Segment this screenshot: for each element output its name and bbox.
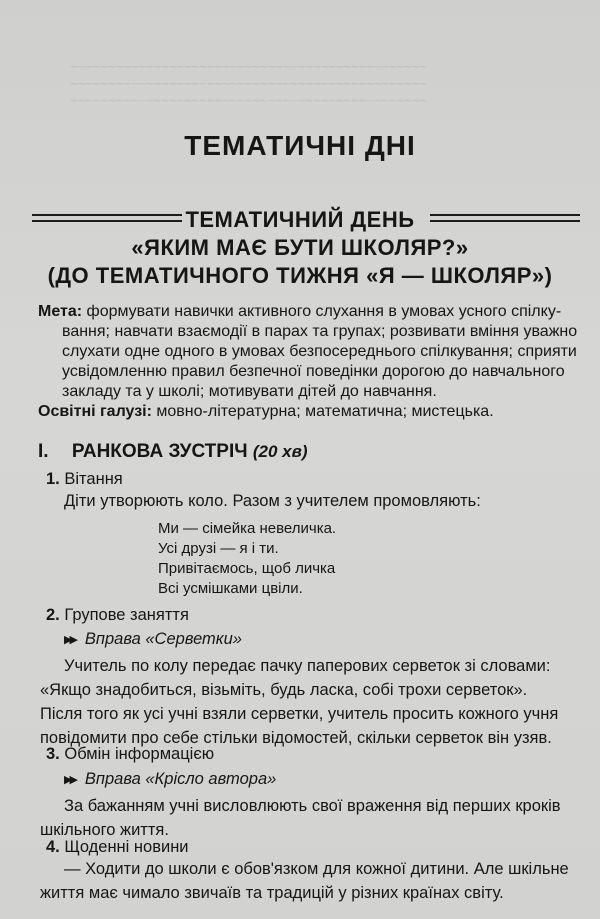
item-daily-news — [46, 838, 189, 857]
goal-paragraph — [38, 302, 588, 422]
exercise-author-chair-title: Вправа «Крісло автора» — [84, 770, 277, 788]
exercise-napkins-heading — [64, 630, 242, 649]
item-title: Щоденні новини — [64, 838, 189, 856]
news-line-1: — Ходити до школи є обов'язком для кожної дитини. Але шкільне — [64, 860, 569, 878]
napkins-line-3: Після того як усі учні взяли серветки, учитель просить кожного учня — [40, 705, 559, 723]
exercise-author-chair-heading — [64, 770, 276, 789]
goal-line-2: вання; навчати взаємодії в парах та групах; розвивати вміння уважно — [62, 323, 578, 340]
item-title: Обмін інформацією — [64, 745, 215, 763]
goal-line-5: закладу та у школі; мотивувати дітей до навчання. — [62, 383, 437, 400]
goal-line-1: формувати навички активного слухання в умовах усного спілку- — [82, 303, 562, 320]
lesson-title-line-2: «ЯКИМ МАЄ БУТИ ШКОЛЯР?» — [131, 235, 469, 260]
goal-line-3: слухати одне одного в умовах безпосереднього спілкування; сприяти — [62, 343, 577, 360]
greeting-poem — [158, 519, 336, 599]
napkins-line-2: «Якщо знадобиться, візьміть, будь ласка, собі трохи серветок». — [40, 681, 528, 699]
areas-text: мовно-літературна; математична; мистецька. — [151, 403, 494, 420]
item-number: 4. — [46, 838, 60, 856]
double-arrow-icon: ▶▶ — [64, 634, 75, 646]
poem-line-4: Всі усмішками цвіли. — [158, 580, 303, 597]
section-heading — [38, 441, 308, 463]
item-title: Вітання — [64, 470, 123, 488]
poem-line-2: Усі друзі — я і ти. — [158, 540, 279, 557]
poem-line-1: Ми — сімейка невеличка. — [158, 520, 337, 537]
section-title: ТЕМАТИЧНІ ДНІ — [184, 130, 416, 161]
exercise-author-chair-text — [40, 794, 590, 842]
greeting-intro: Діти утворюють коло. Разом з учителем промовляють: — [64, 492, 481, 510]
news-line-2: життя має чимало звичаїв та традицій у різних країнах світу. — [40, 884, 504, 902]
item-title: Групове заняття — [64, 606, 189, 624]
napkins-line-1: Учитель по колу передає пачку паперових серветок зі словами: — [64, 657, 551, 675]
author-chair-line-1: За бажанням учні висловлюють свої враження від перших кроків — [64, 797, 561, 815]
poem-line-3: Привітаємось, щоб личка — [158, 560, 336, 577]
item-group-activity — [46, 606, 189, 625]
daily-news-text — [40, 857, 590, 905]
lesson-title-line-1: ТЕМАТИЧНИЙ ДЕНЬ — [185, 207, 415, 232]
double-arrow-icon: ▶▶ — [64, 774, 75, 786]
napkins-line-4: повідомити про себе стільки відомостей, скільки серветок він узяв. — [40, 729, 552, 747]
exercise-napkins-text — [40, 654, 590, 750]
item-information-exchange — [46, 745, 214, 764]
item-number: 2. — [46, 606, 60, 624]
areas-label: Освітні галузі: — [38, 403, 152, 420]
goal-line-4: усвідомленню правил безпечної поведінки дорогою до навчального — [62, 363, 565, 380]
goal-label: Мета: — [38, 303, 83, 320]
author-chair-line-2: шкільного життя. — [40, 821, 169, 839]
lesson-title-line-3: (ДО ТЕМАТИЧНОГО ТИЖНЯ «Я — ШКОЛЯР») — [47, 263, 553, 288]
section-heading-title: РАНКОВА ЗУСТРІЧ — [71, 441, 248, 462]
item-number: 1. — [46, 470, 60, 488]
exercise-napkins-title: Вправа «Серветки» — [84, 630, 242, 648]
bleed-through-text: ~~~~~~~~~~~~~~~~~~~~~~~~~~~~~~~~~~~~~~~~~~~~~~~ ~~~~~~~~~~~~~~~~~~~~~~~~~~~~~~~~~~~~~~~~~~~~~~~ ~~~~~~~~~~~~~~~~~~~~~~~~~~~~~~~~~~~~~~~~~~~~~~~ — [70, 59, 427, 108]
item-greeting — [46, 470, 123, 489]
item-number: 3. — [46, 745, 60, 763]
section-duration: (20 хв) — [252, 442, 308, 461]
section-roman: I. — [38, 441, 49, 462]
